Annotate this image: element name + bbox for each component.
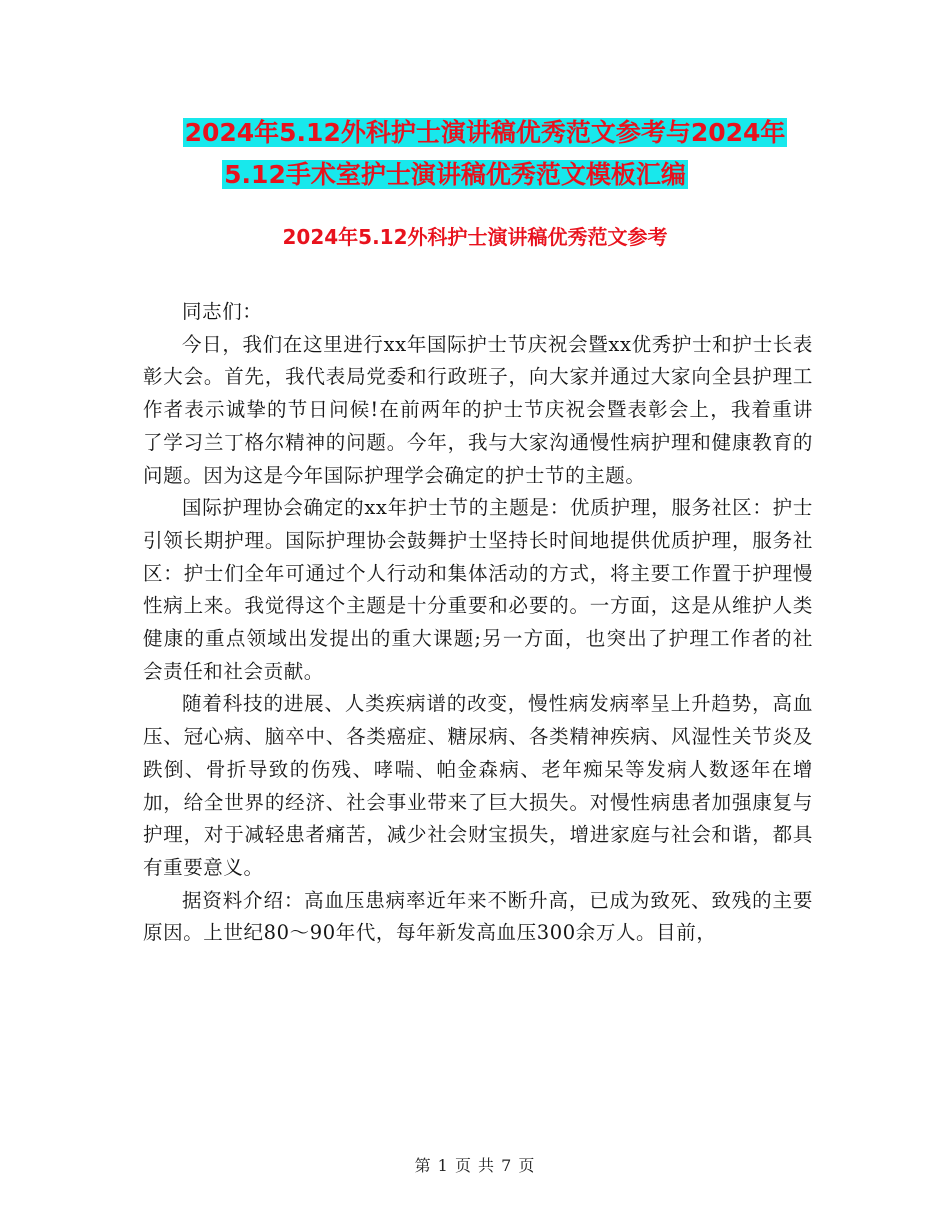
paragraph: 今日，我们在这里进行xx年国际护士节庆祝会暨xx优秀护士和护士长表彰大会。首先，我代表局党委和行政班子，向大家并通过大家向全县护理工作者表示诚挚的节日问候!在前两年的护士节庆祝会暨表彰会上，我着重讲了学习兰丁格尔精神的问题。今年，我与大家沟通慢性病护理和健康教育的问题。因为这是今年国际护理学会确定的护士节的主题。	[143, 332, 813, 487]
document-title	[0, 112, 950, 196]
document-title-line-1	[0, 112, 950, 154]
page-footer: 第 1 页 共 7 页	[414, 1156, 536, 1175]
title-highlight-1: 2024年5.12外科护士演讲稿优秀范文参考与2024年	[184, 118, 786, 147]
paragraph: 据资料介绍：高血压患病率近年来不断升高，已成为致死、致残的主要原因。上世纪80～90年代，每年新发高血压300余万人。目前，	[143, 888, 813, 945]
paragraph-greeting: 同志们：	[182, 300, 263, 323]
paragraph: 随着科技的进展、人类疾病谱的改变，慢性病发病率呈上升趋势，高血压、冠心病、脑卒中、各类癌症、糖尿病、各类精神疾病、风湿性关节炎及跌倒、骨折导致的伤残、哮喘、帕金森病、老年痴呆等发病人数逐年在增加，给全世界的经济、社会事业带来了巨大损失。对慢性病患者加强康复与护理，对于减轻患者痛苦，减少社会财宝损失，增进家庭与社会和谐，都具有重要意义。	[143, 692, 813, 879]
section-title: 2024年5.12外科护士演讲稿优秀范文参考	[282, 225, 668, 249]
document-title-line-2	[0, 154, 950, 196]
document-body	[143, 296, 813, 950]
title-highlight-2: 5.12手术室护士演讲稿优秀范文模板汇编	[224, 160, 686, 189]
paragraph: 国际护理协会确定的xx年护士节的主题是：优质护理，服务社区：护士引领长期护理。国际护理协会鼓舞护士坚持长时间地提供优质护理，服务社区：护士们全年可通过个人行动和集体活动的方式，将主要工作置于护理慢性病上来。我觉得这个主题是十分重要和必要的。一方面，这是从维护人类健康的重点领域出发提出的重大课题;另一方面，也突出了护理工作者的社会责任和社会贡献。	[143, 496, 813, 683]
